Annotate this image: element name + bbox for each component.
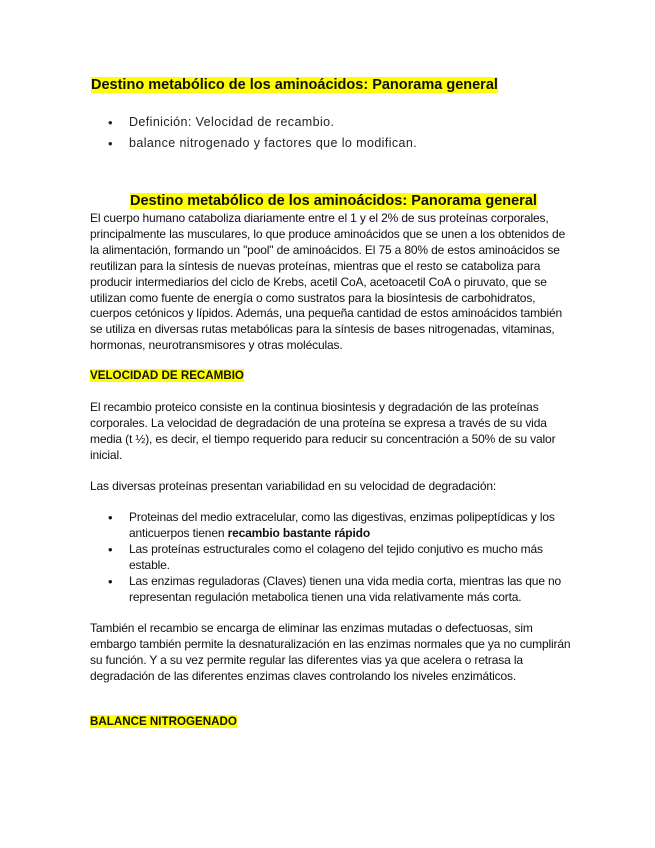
section-title-text: BALANCE NITROGENADO <box>90 715 237 728</box>
rate-bullet-list <box>108 510 572 605</box>
section-heading <box>130 192 537 211</box>
recambio-paragraph: El recambio proteico consiste en la continua biosintesis y degradación de las proteínas corporales. La velocidad de degradación de una proteína se expresa a través de su vida media (t ½), es decir, el tiempo requerido para reducir su concentración a 50% de su valor inicial. <box>90 400 556 462</box>
list-item <box>108 510 572 542</box>
list-item <box>108 574 572 606</box>
list-item: • balance nitrogenado y factores que lo modifican. <box>108 133 417 154</box>
list-item-text: Las proteínas estructurales como el colageno del tejido conjutivo es mucho más estable. <box>129 541 543 572</box>
variability-paragraph: Las diversas proteínas presentan variabilidad en su velocidad de degradación: <box>90 479 497 493</box>
list-item <box>108 542 572 574</box>
overview-paragraph: El cuerpo humano cataboliza diariamente entre el 1 y el 2% de sus proteínas corporales, principalmente las musculares, lo que produce aminoácidos que se unen a los obtenidos de la alimentación, formando un "pool" de aminoácidos. El 75 a 80% de estos aminoácidos se reutilizan para la síntesis de nuevas proteínas, mientras que el resto se cataboliza para producir intermediarios del ciclo de Krebs, acetil CoA, acetoacetil CoA o piruvato, que se utilizan como fuente de energía o como sustratos para la biosíntesis de carbohidratos, cuerpos cetónicos y lípidos. Además, una pequeña cantidad de estos aminoácidos también se utiliza en diversas rutas metabólicas para la síntesis de bases nitrogenadas, vitaminas, hormonas, neurotransmisores y otras moléculas. <box>90 211 566 353</box>
heading-highlight: Destino metabólico de los aminoácidos: Panorama general <box>130 193 537 209</box>
list-item-text: Las enzimas reguladoras (Claves) tienen una vida media corta, mientras las que no representan regulación metabolica tienen una vida relativamente más corta. <box>129 573 562 604</box>
mutated-enzymes-paragraph: También el recambio se encarga de eliminar las enzimas mutadas o defectuosas, sim embargo también permite la desnaturalización en las enzimas normales que ya no cumplirán su función. Y a su vez permite regular las diferentes vias ya que acelera o retrasa la degradación de las diferentes enzimas claves controlando los niveles enzimáticos. <box>90 621 571 683</box>
section-title-velocidad <box>90 368 244 384</box>
intro-bullet-list <box>108 112 417 154</box>
section-title-balance <box>90 714 237 730</box>
section-title-text: VELOCIDAD DE RECAMBIO <box>90 369 244 382</box>
document-heading <box>91 76 498 95</box>
list-item-bold: recambio bastante rápido <box>227 525 371 540</box>
list-item-text: Proteinas del medio extracelular, como las digestivas, enzimas polipeptídicas y los anticuerpos tienen <box>129 510 555 540</box>
heading-highlight: Destino metabólico de los aminoácidos: Panorama general <box>91 77 498 93</box>
list-item: • Definición: Velocidad de recambio. <box>108 112 417 133</box>
